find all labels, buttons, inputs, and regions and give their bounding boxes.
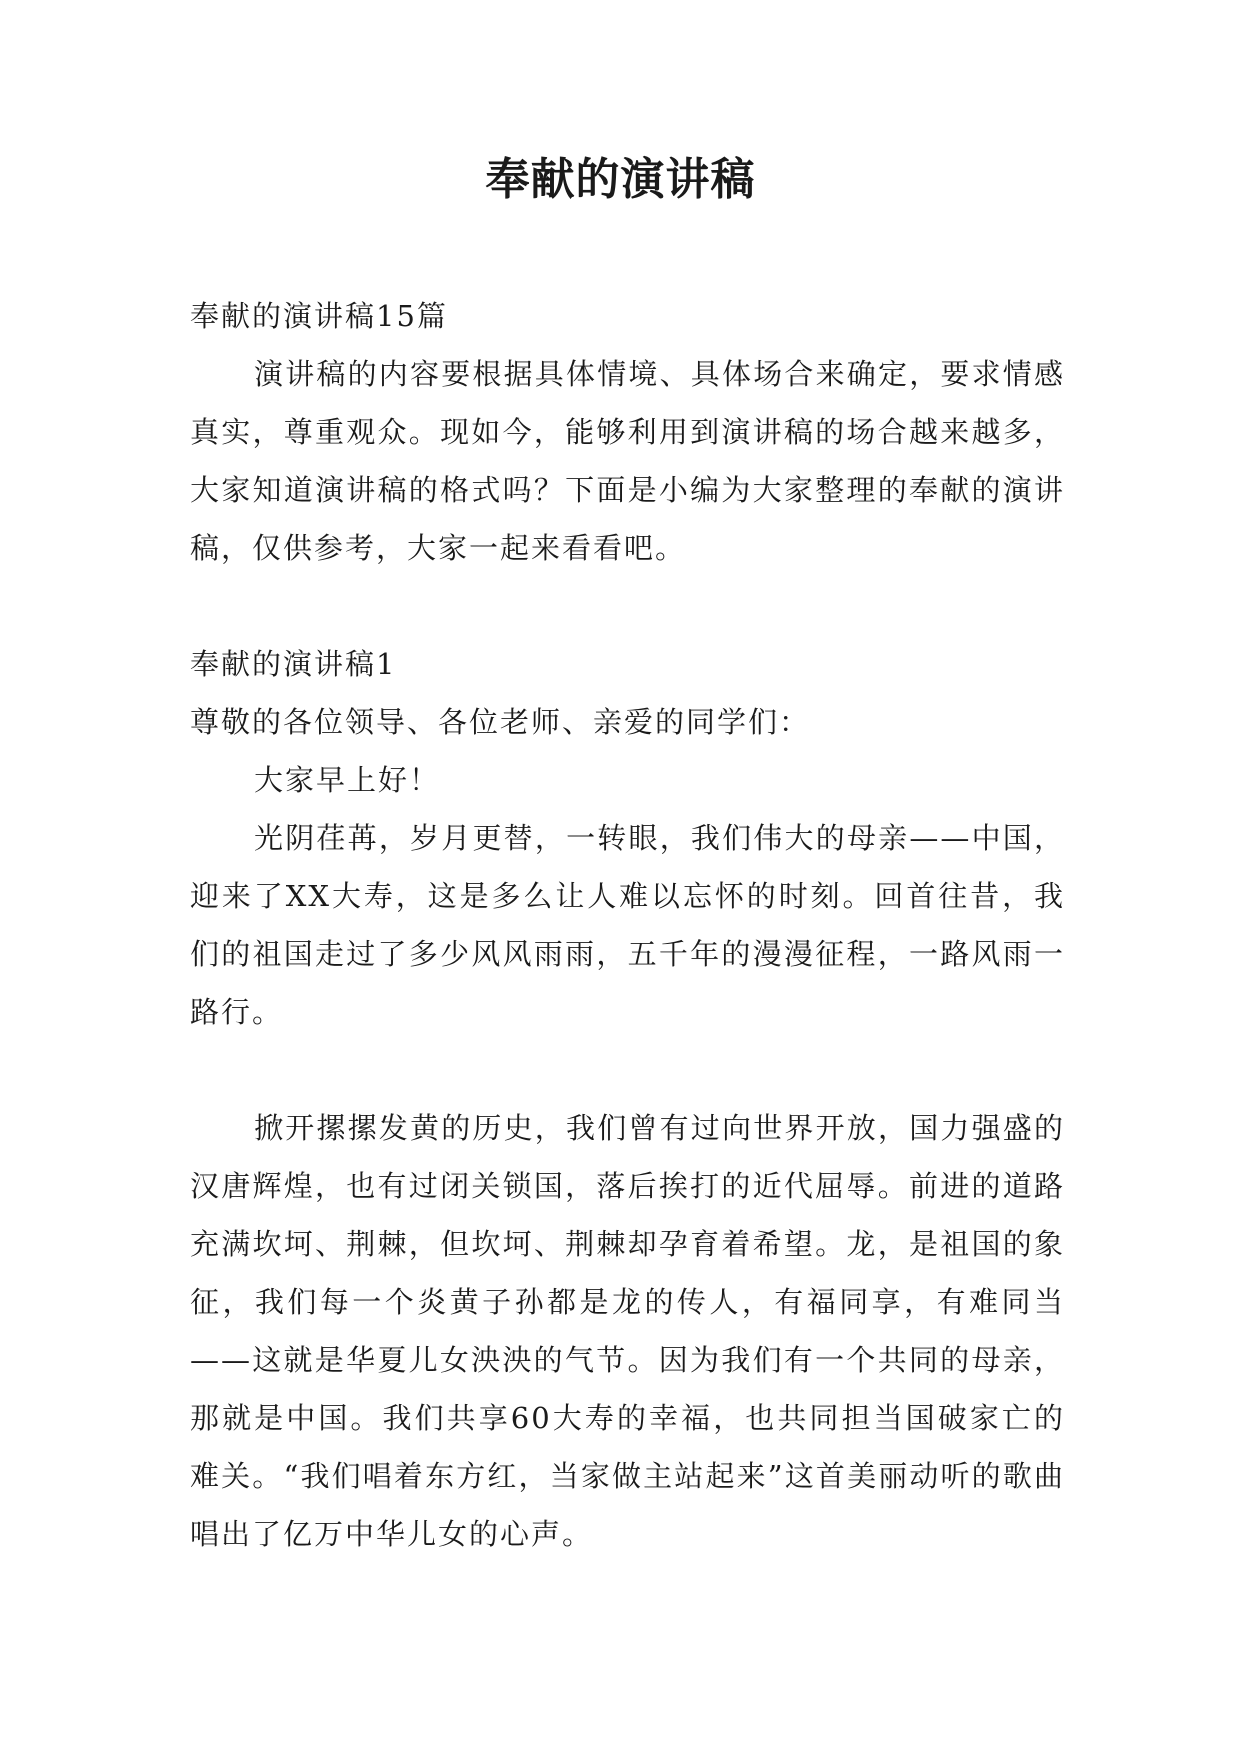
body-paragraph-2: 掀开摞摞发黄的历史，我们曾有过向世界开放，国力强盛的汉唐辉煌，也有过闭关锁国，落后挨打的近代屈辱。前进的道路充满坎坷、荆棘，但坎坷、荆棘却孕育着希望。龙，是祖国的象征，我们每一个炎黄子孙都是龙的传人，有福同享，有难同当——这就是华夏儿女泱泱的气节。因为我们有一个共同的母亲，那就是中国。我们共享60大寿的幸福，也共同担当国破家亡的难关。“我们唱着东方红，当家做主站起来”这首美丽动听的歌曲唱出了亿万中华儿女的心声。 <box>190 1111 1065 1551</box>
salutation: 尊敬的各位领导、各位老师、亲爱的同学们： <box>190 705 811 739</box>
paragraph-gap <box>190 577 1065 635</box>
greeting: 大家早上好！ <box>254 763 441 797</box>
document-body <box>190 287 1065 1563</box>
section-heading: 奉献的演讲稿1 <box>190 647 397 681</box>
document-subtitle: 奉献的演讲稿15篇 <box>190 299 448 333</box>
document-title: 奉献的演讲稿 <box>485 154 756 205</box>
paragraph-gap <box>190 1041 1065 1099</box>
body-paragraph-1: 光阴荏苒，岁月更替，一转眼，我们伟大的母亲——中国，迎来了XX大寿，这是多么让人难以忘怀的时刻。回首往昔，我们的祖国走过了多少风风雨雨，五千年的漫漫征程，一路风雨一路行。 <box>190 821 1065 1029</box>
intro-paragraph: 演讲稿的内容要根据具体情境、具体场合来确定，要求情感真实，尊重观众。现如今，能够利用到演讲稿的场合越来越多，大家知道演讲稿的格式吗？下面是小编为大家整理的奉献的演讲稿，仅供参考，大家一起来看看吧。 <box>190 357 1065 565</box>
